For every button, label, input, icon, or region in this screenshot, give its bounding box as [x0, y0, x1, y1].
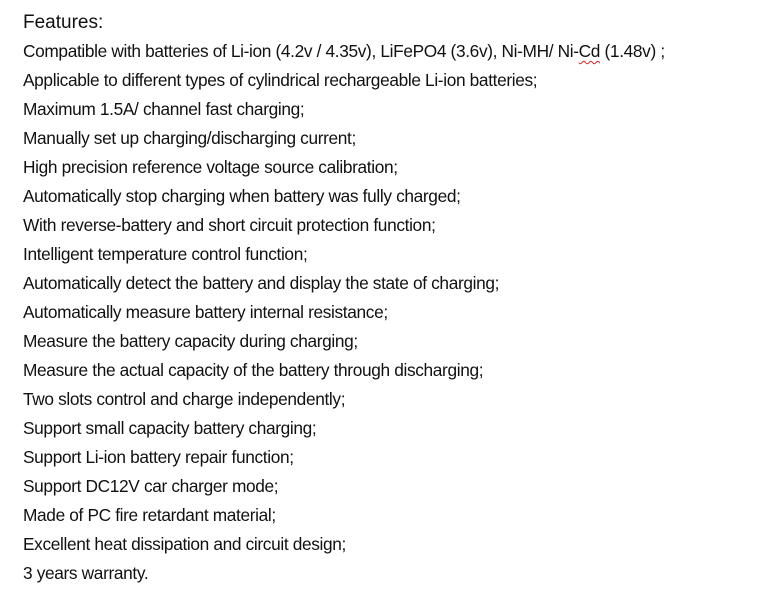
feature-item: Automatically stop charging when battery was fully charged; [23, 186, 461, 206]
features-list [23, 37, 753, 588]
feature-item: Maximum 1.5A/ channel fast charging; [23, 99, 305, 119]
feature-item-compatibility [23, 37, 753, 66]
feature-item: Automatically measure battery internal resistance; [23, 302, 388, 322]
feature-item: Measure the battery capacity during charging; [23, 331, 358, 351]
feature-item: Support Li-ion battery repair function; [23, 447, 294, 467]
feature-item: With reverse-battery and short circuit protection function; [23, 215, 436, 235]
features-document [23, 8, 753, 588]
feature-item: 3 years warranty. [23, 563, 149, 583]
feature-item: Support DC12V car charger mode; [23, 476, 279, 496]
features-heading: Features: [23, 12, 104, 33]
feature-text: (1.48v) ; [600, 41, 665, 61]
feature-item: Applicable to different types of cylindrical rechargeable Li-ion batteries; [23, 70, 538, 90]
feature-item: Automatically detect the battery and display the state of charging; [23, 273, 500, 293]
feature-item: Support small capacity battery charging; [23, 418, 317, 438]
spellcheck-flagged-word: Cd [578, 41, 601, 61]
feature-item: High precision reference voltage source calibration; [23, 157, 398, 177]
feature-item: Made of PC fire retardant material; [23, 505, 276, 525]
feature-item: Manually set up charging/discharging current; [23, 128, 356, 148]
feature-item: Excellent heat dissipation and circuit design; [23, 534, 347, 554]
feature-item: Intelligent temperature control function; [23, 244, 308, 264]
feature-item: Measure the actual capacity of the battery through discharging; [23, 360, 484, 380]
feature-text: Compatible with batteries of Li-ion (4.2v / 4.35v), LiFePO4 (3.6v), Ni-MH/ Ni- [23, 41, 579, 61]
feature-item: Two slots control and charge independently; [23, 389, 346, 409]
